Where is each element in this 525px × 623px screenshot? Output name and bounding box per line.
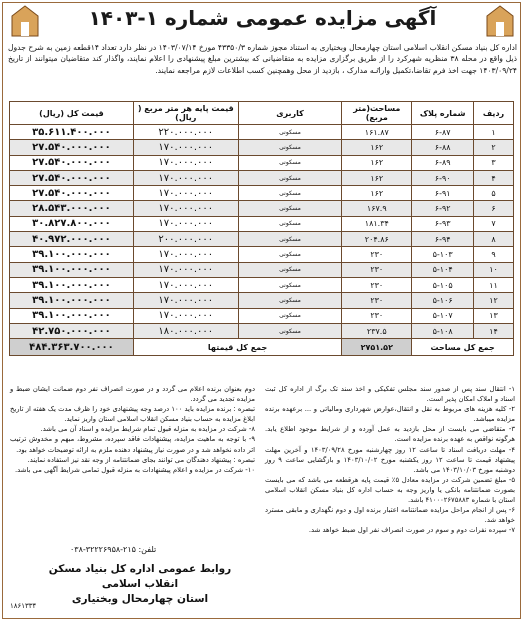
cell-row-number: ۱	[474, 125, 514, 140]
logo-right-icon	[485, 4, 515, 38]
cell-row-number: ۶	[474, 201, 514, 216]
cell-total-price: ۴۲.۷۵۰.۰۰۰.۰۰۰	[10, 323, 134, 338]
cell-usage: مسکونی	[238, 170, 342, 185]
cell-area: ۱۶۲	[342, 155, 412, 170]
note-item: ۷- سپرده نفرات دوم و سوم در صورت انصراف نفر اول ضبط خواهد شد.	[308, 526, 515, 535]
total-area-value: ۲۷۵۱.۵۲	[342, 339, 412, 356]
cell-usage: مسکونی	[238, 232, 342, 247]
cell-usage: مسکونی	[238, 262, 342, 277]
cell-total-price: ۲۸.۵۴۳.۰۰۰.۰۰۰	[10, 201, 134, 216]
cell-row-number: ۱۱	[474, 277, 514, 292]
table-row	[10, 125, 514, 140]
cell-area: ۱۶۱.۸۷	[342, 125, 412, 140]
note-item: ۵- مبلغ تضمین شرکت در مزایده معادل ۵٪ قیمت پایه هرقطعه می باشد که می بایست بصورت ضمانتنامه بانکی یا واریز وجه به حساب اداره کل بنیاد مسکن انقلاب اسلامی استان با شماره ۴۱۰۰۰۲۶۷۵۸۸۳ باشد.	[265, 475, 515, 505]
cell-area: ۲۳۷.۵	[342, 323, 412, 338]
table-row	[10, 186, 514, 201]
cell-total-price: ۲۷.۵۴۰.۰۰۰.۰۰۰	[10, 186, 134, 201]
cell-plaque-number: ۵-۱۰۵	[412, 277, 474, 292]
cell-row-number: ۲	[474, 140, 514, 155]
cell-plaque-number: ۶-۸۸	[412, 140, 474, 155]
table-row	[10, 262, 514, 277]
cell-unit-price: ۱۷۰.۰۰۰.۰۰۰	[133, 140, 238, 155]
cell-total-price: ۳۹.۱۰۰.۰۰۰.۰۰۰	[10, 277, 134, 292]
cell-row-number: ۳	[474, 155, 514, 170]
cell-row-number: ۸	[474, 232, 514, 247]
notes-right-column	[265, 384, 515, 535]
cell-unit-price: ۱۷۰.۰۰۰.۰۰۰	[133, 277, 238, 292]
cell-unit-price: ۲۰۰.۰۰۰.۰۰۰	[133, 232, 238, 247]
table-row	[10, 247, 514, 262]
cell-total-price: ۳۹.۱۰۰.۰۰۰.۰۰۰	[10, 262, 134, 277]
cell-total-price: ۳۹.۱۰۰.۰۰۰.۰۰۰	[10, 293, 134, 308]
footer-line-2: استان چهارمحال وبختیاری	[71, 593, 209, 605]
note-item: ۲- کلیه هزینه های مربوط به نقل و انتقال،عوارض شهرداری ومالیاتی و ... برعهده برنده مزایده میباشد.	[265, 405, 515, 424]
cell-total-price: ۲۷.۵۴۰.۰۰۰.۰۰۰	[10, 170, 134, 185]
note-item: ۶- پس از انجام مراحل مزایده ضمانتنامه اعتبار برنده اول و دوم نگهداری و مابقی مسترد خواهد شد.	[265, 506, 515, 525]
cell-unit-price: ۱۷۰.۰۰۰.۰۰۰	[133, 262, 238, 277]
cell-unit-price: ۱۷۰.۰۰۰.۰۰۰	[133, 247, 238, 262]
cell-area: ۱۸۱.۳۴	[342, 216, 412, 231]
cell-unit-price: ۱۷۰.۰۰۰.۰۰۰	[133, 155, 238, 170]
intro-paragraph: اداره کل بنیاد مسکن انقلاب اسلامی استان چهارمحال وبختیاری به استناد مجوز شماره ۴۳۳۵۰/۳ مورخ ۱۴۰۳/۰۷/۱۴ در نظر دارد تعداد ۱۴قطعه زمین به شرح جدول ذیل واقع در محله ۳۸ منظریه شهرکرد را از طریق برگزاری مزایده به متقاضیانی که بیشترین مبلغ پیشنهادی را اعلام نمایند، واگذار کند متقاضیان میتوانند از تاریخ ۱۴۰۳/۰۹/۲۴ جهت اخذ فرم تقاضا،تکمیل واراٸه مدارک ، بازدید از محل وهمچنین کسب اطلاعات لازم مراجعه نمایند.	[8, 43, 518, 75]
cell-unit-price: ۲۲۰.۰۰۰.۰۰۰	[133, 125, 238, 140]
cell-row-number: ۱۲	[474, 293, 514, 308]
cell-area: ۲۳۰	[342, 277, 412, 292]
cell-plaque-number: ۵-۱۰۶	[412, 293, 474, 308]
auction-table	[9, 101, 514, 356]
note-item: تبصره : برنده مزایده باید ۱۰۰ درصد وجه پیشنهادی خود را ظرف مدت یک هفته از تاریخ ابلاغ مزایده به حساب بنیاد مسکن انقلاب اسلامی استان واریز نماید.	[10, 405, 255, 424]
table-row	[10, 293, 514, 308]
note-item: ۴- مهلت دریافت اسناد تا ساعت ۱۲ روز چهارشنبه مورخ ۱۴۰۳/۰۹/۲۸ و آخرین مهلت پیشنهاد قیمت تا ساعت ۱۲ روز یکشنبه مورخ ۱۴۰۳/۱۰/۰۲ و بازگشایی ساعت ۹ روز دوشنبه مورخ ۱۴۰۳/۱۰/۰۳ می باشد.	[265, 445, 516, 474]
cell-plaque-number: ۵-۱۰۷	[412, 308, 474, 323]
cell-total-price: ۳۰.۸۲۷.۸۰۰.۰۰۰	[10, 216, 134, 231]
cell-total-price: ۳۹.۱۰۰.۰۰۰.۰۰۰	[10, 308, 134, 323]
cell-unit-price: ۱۷۰.۰۰۰.۰۰۰	[133, 201, 238, 216]
table-row	[10, 323, 514, 338]
table-row	[10, 216, 514, 231]
header-row-num: ردیف	[474, 102, 514, 125]
note-item: ۳- متقاضی می بایست از محل بازدید به عمل آورده و از شرایط موجود اطلاع یابد. هرگونه نواقص به عهده برنده مزایده است.	[265, 425, 515, 444]
header-total-price: قیمت کل (ریال)	[10, 102, 134, 125]
cell-area: ۲۰۴.۸۶	[342, 232, 412, 247]
cell-total-price: ۲۷.۵۴۰.۰۰۰.۰۰۰	[10, 155, 134, 170]
cell-unit-price: ۱۷۰.۰۰۰.۰۰۰	[133, 170, 238, 185]
cell-row-number: ۴	[474, 170, 514, 185]
cell-plaque-number: ۶-۸۹	[412, 155, 474, 170]
footer-line-1: روابط عمومی اداره کل بنیاد مسکن انقلاب اسلامی	[48, 563, 232, 590]
cell-row-number: ۱۴	[474, 323, 514, 338]
header-area: مساحت(متر مربع)	[342, 102, 412, 125]
total-price-label: جمع کل قیمتها	[133, 339, 341, 356]
cell-area: ۲۳۰	[342, 293, 412, 308]
cell-unit-price: ۱۷۰.۰۰۰.۰۰۰	[133, 308, 238, 323]
total-area-label: جمع کل مساحت	[412, 339, 514, 356]
cell-usage: مسکونی	[238, 323, 342, 338]
table-header-row	[10, 102, 514, 125]
table-total-row	[10, 339, 514, 356]
cell-total-price: ۴۰.۹۷۲.۰۰۰.۰۰۰	[10, 232, 134, 247]
total-price-value: ۴۸۴.۳۶۳.۷۰۰.۰۰۰	[10, 339, 134, 356]
table-row	[10, 155, 514, 170]
cell-area: ۲۳۰	[342, 262, 412, 277]
cell-plaque-number: ۵-۱۰۸	[412, 323, 474, 338]
cell-usage: مسکونی	[238, 125, 342, 140]
cell-total-price: ۲۷.۵۴۰.۰۰۰.۰۰۰	[10, 140, 134, 155]
header-unit-price: قیمت پایه هر متر مربع ( ریال)	[133, 102, 238, 125]
table-row	[10, 232, 514, 247]
cell-area: ۱۶۷.۹	[342, 201, 412, 216]
cell-row-number: ۱۳	[474, 308, 514, 323]
cell-plaque-number: ۶-۹۴	[412, 232, 474, 247]
cell-unit-price: ۱۷۰.۰۰۰.۰۰۰	[133, 186, 238, 201]
cell-usage: مسکونی	[238, 308, 342, 323]
cell-plaque-number: ۶-۹۰	[412, 170, 474, 185]
cell-usage: مسکونی	[238, 140, 342, 155]
logo-left-icon	[10, 4, 40, 38]
cell-row-number: ۵	[474, 186, 514, 201]
table-row	[10, 277, 514, 292]
table-row	[10, 170, 514, 185]
header-plaque: شماره پلاک	[412, 102, 474, 125]
table-row	[10, 140, 514, 155]
cell-plaque-number: ۵-۱۰۴	[412, 262, 474, 277]
cell-plaque-number: ۶-۸۷	[412, 125, 474, 140]
ad-code: ۱۸۶۱۳۳۴	[10, 602, 37, 610]
table-row	[10, 308, 514, 323]
note-item: دوم بعنوان برنده اعلام می گردد و در صورت انصراف نفر دوم ضمانت ایشان ضبط و مزایده تجدید می گردد.	[10, 385, 255, 404]
cell-plaque-number: ۵-۱۰۳	[412, 247, 474, 262]
cell-usage: مسکونی	[238, 277, 342, 292]
cell-unit-price: ۱۷۰.۰۰۰.۰۰۰	[133, 216, 238, 231]
cell-area: ۱۶۲	[342, 186, 412, 201]
cell-total-price: ۳۵.۶۱۱.۴۰۰.۰۰۰	[10, 125, 134, 140]
note-item: تبصره : پیشنهاد دهندگان می توانند بجای ضمانتنامه از وجه نقد نیز استفاده نمایند.	[27, 455, 255, 464]
cell-total-price: ۳۹.۱۰۰.۰۰۰.۰۰۰	[10, 247, 134, 262]
cell-area: ۱۶۲	[342, 170, 412, 185]
page-title: آگهی مزایده عمومی شماره ۱-۱۴۰۳	[88, 6, 437, 30]
cell-plaque-number: ۶-۹۱	[412, 186, 474, 201]
cell-area: ۱۶۲	[342, 140, 412, 155]
note-item: ۱۰- شرکت در مزایده و اعلام پیشنهادات به منزله قبول تمامی شرایط آگهی می باشد.	[15, 465, 255, 474]
cell-usage: مسکونی	[238, 201, 342, 216]
cell-row-number: ۹	[474, 247, 514, 262]
cell-area: ۲۳۰	[342, 308, 412, 323]
notes-left-column	[10, 384, 255, 475]
cell-usage: مسکونی	[238, 155, 342, 170]
phone-number: تلفن: ۲۱۵-۳۲۲۲۶۹۵۸-۰۳۸	[70, 545, 157, 554]
cell-usage: مسکونی	[238, 247, 342, 262]
cell-usage: مسکونی	[238, 293, 342, 308]
table-row	[10, 201, 514, 216]
header-usage: کاربری	[238, 102, 342, 125]
cell-unit-price: ۱۸۰.۰۰۰.۰۰۰	[133, 323, 238, 338]
cell-usage: مسکونی	[238, 186, 342, 201]
cell-unit-price: ۱۷۰.۰۰۰.۰۰۰	[133, 293, 238, 308]
cell-area: ۲۳۰	[342, 247, 412, 262]
cell-row-number: ۱۰	[474, 262, 514, 277]
cell-plaque-number: ۶-۹۳	[412, 216, 474, 231]
cell-usage: مسکونی	[238, 216, 342, 231]
cell-plaque-number: ۶-۹۲	[412, 201, 474, 216]
note-item: ۸- شرکت در مزایده به منزله قبول تمام شرایط مزایده و اسناد آن می باشد.	[40, 425, 255, 434]
footer-signature	[40, 562, 240, 607]
note-item: ۹- با توجه به ماهیت مزایده، پیشنهادات فاقد سپرده، مشروط، مبهم و مخدوش ترتیب اثر داده نخواهد شد و در صورت نیاز پیشنهاد دهنده ملزم به ارائه توضیحات خواهد بود.	[10, 435, 255, 454]
cell-row-number: ۷	[474, 216, 514, 231]
note-item: ۱- انتقال سند پس از صدور سند مجلس تفکیکی و اخذ سند تک برگ از اداره کل ثبت اسناد و املاک امکان پذیر است.	[265, 385, 515, 404]
